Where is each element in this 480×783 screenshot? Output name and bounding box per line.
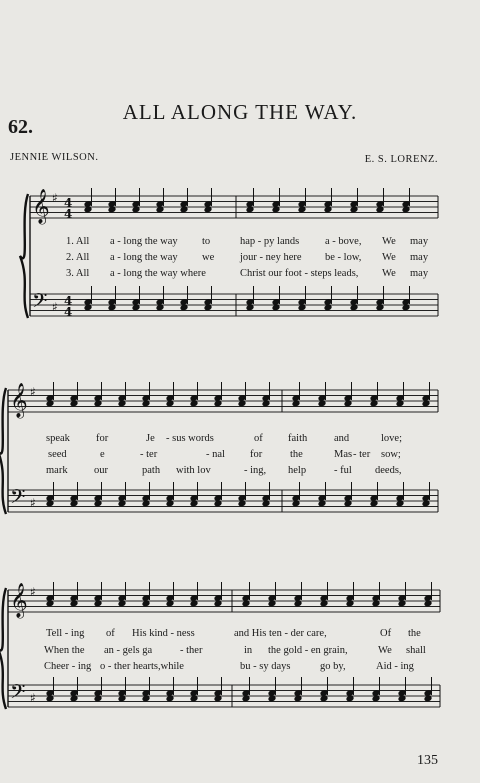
svg-text:4: 4 bbox=[64, 207, 73, 221]
lyric: in bbox=[244, 645, 253, 656]
lyric: mark bbox=[46, 465, 68, 476]
lyric: We bbox=[378, 645, 392, 656]
lyric: Cheer - ing bbox=[44, 661, 92, 672]
lyric: the gold - en grain, bbox=[268, 645, 348, 656]
svg-text:♯: ♯ bbox=[52, 300, 58, 314]
lyric: for bbox=[250, 449, 263, 460]
lyric: Tell - ing bbox=[46, 628, 85, 639]
lyric: may bbox=[410, 236, 429, 247]
lyric: the bbox=[290, 449, 303, 460]
svg-text:♯: ♯ bbox=[30, 496, 36, 510]
lyric: Of bbox=[380, 628, 392, 639]
lyric: a - bove, bbox=[325, 236, 362, 247]
key-signature: ♯ bbox=[30, 385, 36, 399]
lyric: a - long the way bbox=[110, 236, 178, 247]
lyric: of bbox=[254, 433, 263, 444]
key-signature: ♯ bbox=[30, 585, 36, 599]
lyric: go by, bbox=[320, 661, 346, 672]
lyric: of bbox=[106, 628, 115, 639]
lyric: an - gels ga bbox=[104, 645, 153, 656]
lyric: with lov bbox=[176, 465, 211, 476]
lyric: When the bbox=[44, 645, 85, 656]
treble-clef: 𝄞 bbox=[10, 583, 28, 618]
lyric: His kind - ness bbox=[132, 628, 195, 639]
treble-clef: 𝄞 bbox=[32, 189, 50, 224]
lyric: Je bbox=[146, 433, 155, 444]
brace bbox=[0, 588, 6, 709]
svg-text:♯: ♯ bbox=[30, 691, 36, 705]
bass-clef: 𝄢 bbox=[10, 680, 26, 708]
lyric: be - low, bbox=[325, 252, 362, 263]
hymn-number: 62. bbox=[8, 116, 33, 138]
key-signature: ♯ bbox=[52, 191, 58, 205]
lyric: 3. All bbox=[66, 268, 90, 279]
lyric: love; bbox=[381, 433, 402, 444]
lyric: a - long the way where bbox=[110, 268, 206, 279]
lyric: shall bbox=[406, 645, 426, 656]
lyric: Mas bbox=[334, 449, 353, 460]
lyric: the bbox=[408, 628, 421, 639]
lyric: Christ our foot - steps leads, bbox=[240, 268, 359, 279]
lyric: - ther bbox=[180, 645, 203, 656]
composer-credit: E. S. LORENZ. bbox=[364, 154, 438, 165]
lyric: deeds, bbox=[375, 465, 402, 476]
bass-clef: 𝄢 bbox=[10, 485, 26, 513]
time-signature: 4 bbox=[64, 196, 73, 210]
hymn-title: ALL ALONG THE WAY. bbox=[122, 100, 358, 124]
bass-clef: 𝄢 bbox=[32, 289, 48, 317]
lyric: 2. All bbox=[66, 252, 90, 263]
lyric: - sus words bbox=[166, 433, 214, 444]
lyric: We bbox=[382, 268, 396, 279]
lyric: We bbox=[382, 252, 396, 263]
svg-text:4: 4 bbox=[64, 305, 73, 319]
lyric: - ing, bbox=[244, 465, 267, 476]
lyric: sow; bbox=[381, 449, 401, 460]
treble-clef: 𝄞 bbox=[10, 383, 28, 418]
lyric: and bbox=[334, 433, 350, 444]
lyric: We bbox=[382, 236, 396, 247]
page-number: 135 bbox=[417, 753, 438, 768]
lyric: help bbox=[288, 465, 307, 476]
lyric: - ful bbox=[334, 465, 352, 476]
lyric: seed bbox=[48, 449, 67, 460]
lyric: jour - ney here bbox=[240, 252, 302, 263]
lyric: and His ten - der care, bbox=[234, 628, 327, 639]
lyric: - ter bbox=[353, 449, 371, 460]
lyric: to bbox=[202, 236, 211, 247]
author-credit: JENNIE WILSON. bbox=[10, 152, 99, 163]
lyric: o - ther hearts,while bbox=[100, 661, 184, 672]
lyric: speak bbox=[46, 433, 70, 444]
lyric: a - long the way bbox=[110, 252, 178, 263]
brace bbox=[0, 388, 6, 514]
lyric: Aid - ing bbox=[376, 661, 414, 672]
lyric: - ter bbox=[140, 449, 158, 460]
lyric: 1. All bbox=[66, 236, 90, 247]
lyric: may bbox=[410, 268, 429, 279]
lyric: faith bbox=[288, 433, 308, 444]
lyric: - nal bbox=[206, 449, 225, 460]
brace bbox=[20, 194, 28, 318]
lyric: we bbox=[202, 252, 215, 263]
lyric: hap - py lands bbox=[240, 236, 300, 247]
lyric: bu - sy days bbox=[240, 661, 291, 672]
lyric: for bbox=[96, 433, 109, 444]
lyric: may bbox=[410, 252, 429, 263]
lyric: e bbox=[100, 449, 105, 460]
lyric: our bbox=[94, 465, 108, 476]
lyric: path bbox=[142, 465, 161, 476]
svg-text:4: 4 bbox=[64, 294, 73, 308]
